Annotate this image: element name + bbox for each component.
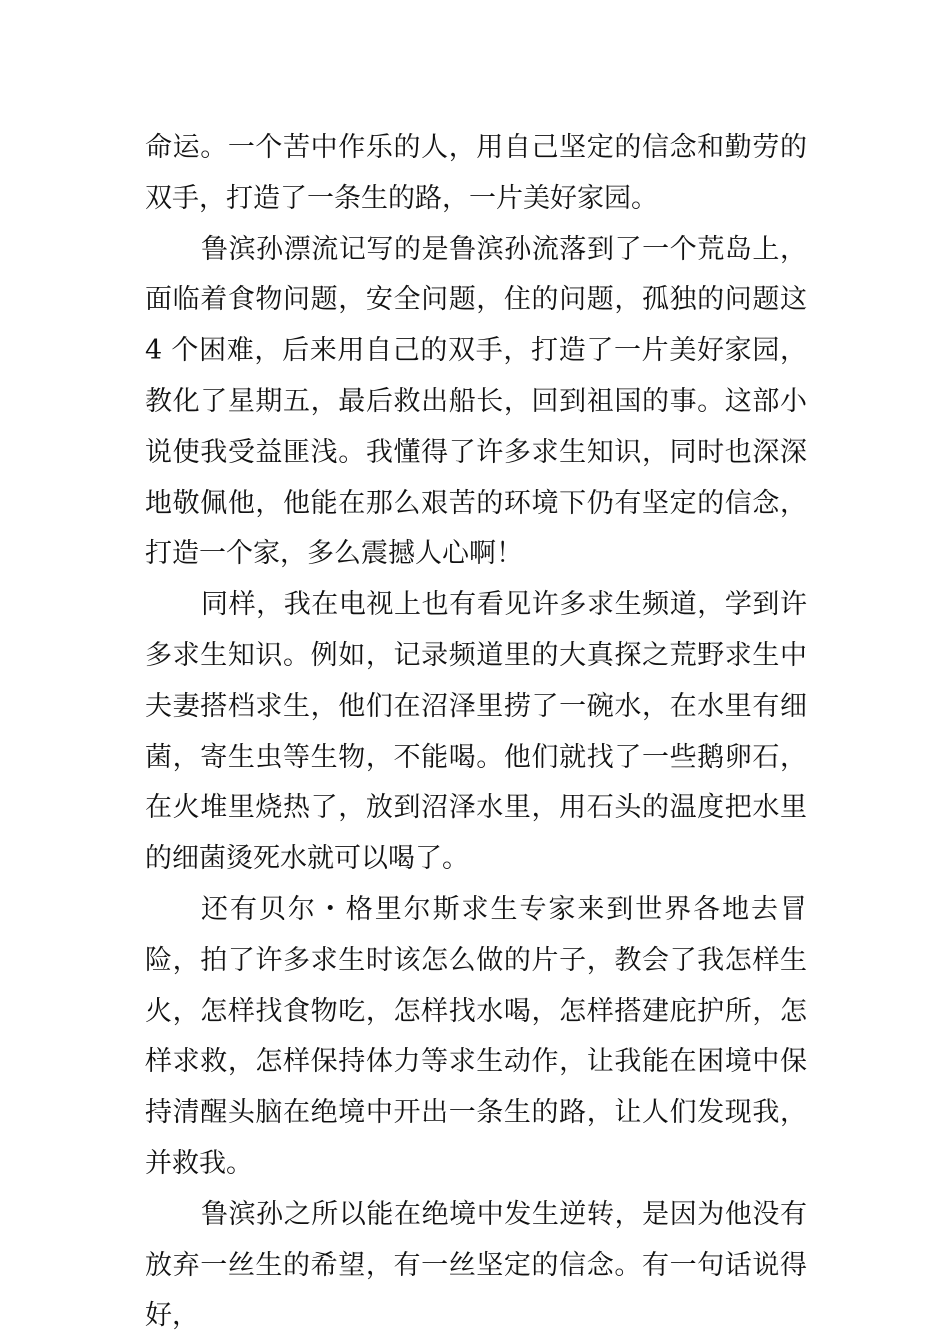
paragraph-2: 鲁滨孙漂流记写的是鲁滨孙流落到了一个荒岛上，面临着食物问题，安全问题，住的问题，孤独的问题这 4 个困难，后来用自己的双手，打造了一片美好家园，教化了星期五，最后救出船长，回到祖国的事。这部小说使我受益匪浅。我懂得了许多求生知识，同时也深深地敬佩他，他能在那么艰苦的环境下仍有坚定的信念，打造一个家，多么震撼人心啊！ <box>145 233 807 570</box>
document-body <box>145 123 807 1342</box>
paragraph-1: 命运。一个苦中作乐的人，用自己坚定的信念和勤劳的双手，打造了一条生的路，一片美好家园。 <box>145 132 807 214</box>
paragraph-5: 鲁滨孙之所以能在绝境中发生逆转，是因为他没有放弃一丝生的希望，有一丝坚定的信念。有一句话说得好， <box>145 1198 807 1332</box>
paragraph-3: 同样，我在电视上也有看见许多求生频道，学到许多求生知识。例如，记录频道里的大真探之荒野求生中夫妻搭档求生，他们在沼泽里捞了一碗水，在水里有细菌，寄生虫等生物，不能喝。他们就找了一些鹅卵石，在火堆里烧热了，放到沼泽水里，用石头的温度把水里的细菌烫死水就可以喝了。 <box>145 589 807 875</box>
paragraph-4: 还有贝尔・格里尔斯求生专家来到世界各地去冒险，拍了许多求生时该怎么做的片子，教会了我怎样生火，怎样找食物吃，怎样找水喝，怎样搭建庇护所，怎样求救，怎样保持体力等求生动作，让我能在困境中保持清醒头脑在绝境中开出一条生的路，让人们发现我，并救我。 <box>145 893 807 1179</box>
